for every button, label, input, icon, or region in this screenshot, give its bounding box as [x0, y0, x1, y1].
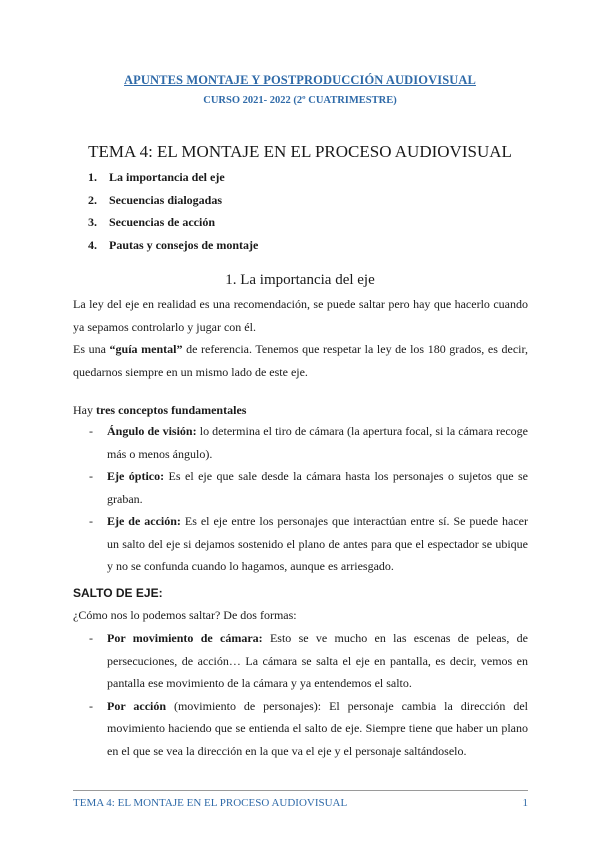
list-item [89, 627, 528, 695]
section-title: 1. La importancia del eje [225, 272, 375, 288]
toc-number: 3. [88, 215, 97, 229]
course-title: APUNTES MONTAJE Y POSTPRODUCCIÓN AUDIOVISUAL [124, 73, 476, 87]
footer-divider [73, 790, 528, 791]
toc-label: Pautas y consejos de montaje [109, 237, 259, 252]
toc-label: La importancia del eje [109, 170, 225, 184]
bold-term: tres conceptos fundamentales [96, 403, 247, 417]
toc-number: 4. [88, 237, 97, 252]
table-of-contents [88, 166, 258, 256]
page-number: 1 [522, 797, 528, 809]
salto-title: SALTO DE EJE: [73, 586, 163, 600]
toc-number: 2. [88, 192, 97, 207]
text-span: lo determina el tiro de cámara (la apertura focal, si la cámara recoge más o menos ángulo). [107, 424, 529, 461]
bold-term: Por movimiento de cámara: [107, 631, 263, 645]
toc-item [88, 234, 258, 257]
paragraph-ley-del-eje: La ley del eje en realidad es una recomendación, se puede saltar pero hay que hacerlo cuando ya sepamos controlarlo y jugar con él. [73, 297, 528, 334]
list-item [89, 465, 528, 510]
text-span: Es el eje que sale desde la cámara hasta los personajes o sujetos que se graban. [107, 469, 528, 506]
course-year: CURSO 2021- 2022 (2º CUATRIMESTRE) [203, 95, 397, 106]
toc-label: Secuencias dialogadas [109, 192, 223, 207]
text-span: Hay [73, 403, 96, 417]
toc-item [88, 189, 258, 212]
tema-title: TEMA 4: EL MONTAJE EN EL PROCESO AUDIOVISUAL [88, 142, 512, 161]
list-item [89, 510, 528, 578]
concepts-list [89, 420, 528, 578]
text-span: de referencia. Tenemos que respetar la ley de los 180 grados, es decir, quedarnos siempre en un mismo lado de este eje. [73, 342, 529, 379]
toc-label: Secuencias de acción [109, 215, 215, 229]
salto-intro: ¿Cómo nos lo podemos saltar? De dos formas: [73, 608, 297, 622]
list-item [89, 695, 528, 763]
concepts-heading [73, 399, 246, 422]
text-span: Esto se ve mucho en las escenas de peleas, de persecuciones, de acción… La cámara se salta el eje en pantalla, es decir, vemos en pantalla ese movimiento de la cámara y ya entendemos el salto. [107, 631, 528, 690]
bold-term: Eje óptico: [107, 469, 165, 483]
toc-item [88, 166, 258, 189]
bold-term: “guía mental” [109, 342, 183, 356]
bold-term: Por acción [107, 698, 167, 713]
text-span: Es una [73, 342, 110, 356]
footer [73, 797, 528, 809]
list-item [89, 420, 528, 465]
text-span: (movimiento de personajes): El personaje cambia la dirección del movimiento haciendo que se entienda el salto de eje. Siempre tiene que haber un plano en el que se vea la dirección en la que va el eje y el personaje saltándoselo. [107, 698, 528, 758]
salto-list [89, 627, 528, 762]
footer-title: TEMA 4: EL MONTAJE EN EL PROCESO AUDIOVISUAL [73, 797, 348, 809]
toc-item [88, 211, 258, 234]
paragraph-guia-mental [73, 338, 528, 383]
bold-term: Ángulo de visión: [107, 424, 197, 438]
toc-number: 1. [88, 170, 97, 184]
text-span: Es el eje entre los personajes que interactúan entre sí. Se puede hacer un salto del eje si dejamos sostenido el plano de antes para que el espectador se ubique y no se confunda cuando lo hagamos, aunque es arriesgado. [107, 514, 528, 573]
bold-term: Eje de acción: [107, 514, 181, 528]
intro-paragraphs [73, 293, 528, 383]
